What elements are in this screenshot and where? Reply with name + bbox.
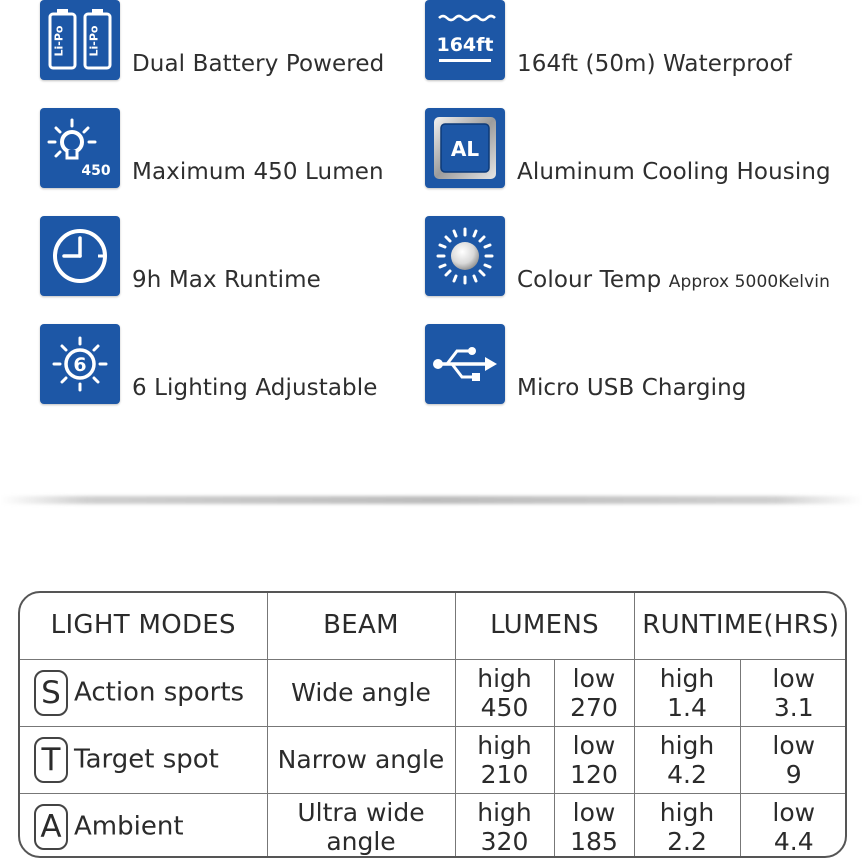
six-modes-icon [40,324,120,404]
beam-cell: Narrow angle [267,726,455,793]
mode-cell [20,726,267,793]
dual-battery-icon [40,0,120,80]
aluminum-icon [425,108,505,188]
svg-text:Li-Po: Li-Po [52,25,66,57]
section-divider [0,496,863,504]
runtime-high-cell: high 2.2 [634,793,740,858]
feature-max-lumen [40,108,384,188]
feature-label: Dual Battery Powered [132,51,385,77]
mode-name: Ambient [74,811,184,842]
runtime-low-cell: low 3.1 [740,659,847,726]
feature-label [517,267,830,293]
header-runtime: RUNTIME(HRS) [634,593,847,659]
feature-label: 6 Lighting Adjustable [132,375,378,401]
feature-label: Maximum 450 Lumen [132,159,384,185]
svg-text:450: 450 [81,163,111,179]
clock-icon [40,216,120,296]
light-modes-table [18,591,847,858]
feature-label: Micro USB Charging [517,375,747,401]
feature-label-small: Approx 5000Kelvin [668,272,830,292]
sun-icon [425,216,505,296]
lumens-low-cell: low 120 [554,726,634,793]
beam-cell: Ultra wide angle [267,793,455,858]
table-row [20,726,847,793]
runtime-low-cell: low 4.4 [740,793,847,858]
table-row [20,659,847,726]
feature-label: 9h Max Runtime [132,267,321,293]
lumens-low-cell: low 270 [554,659,634,726]
feature-colour-temp [425,216,830,296]
mode-letter-badge: T [34,737,68,783]
mode-letter-badge: S [34,670,68,716]
runtime-low-cell: low 9 [740,726,847,793]
svg-text:Li-Po: Li-Po [87,25,101,57]
svg-text:6: 6 [73,354,87,376]
beam-cell: Wide angle [267,659,455,726]
table-header-row [20,593,847,659]
header-lumens: LUMENS [455,593,634,659]
runtime-high-cell: high 4.2 [634,726,740,793]
runtime-high-cell: high 1.4 [634,659,740,726]
feature-aluminum-housing [425,108,831,188]
lumens-high-cell: high 320 [455,793,554,858]
mode-name: Target spot [74,744,219,774]
header-light-modes: LIGHT MODES [20,593,267,659]
feature-usb-charging [425,324,747,404]
mode-cell [20,793,267,858]
mode-name: Action sports [74,677,245,707]
feature-label-main: Colour Temp [517,267,662,293]
table-row [20,793,847,858]
feature-waterproof [425,0,792,80]
mode-cell [20,659,267,726]
lumens-high-cell: high 210 [455,726,554,793]
mode-letter-badge: A [34,804,68,850]
feature-label: 164ft (50m) Waterproof [517,51,792,77]
svg-text:164ft: 164ft [436,34,494,56]
waterproof-icon [425,0,505,80]
svg-text:AL: AL [450,137,480,161]
lumens-high-cell: high 450 [455,659,554,726]
lumens-low-cell: low 185 [554,793,634,858]
feature-runtime [40,216,321,296]
feature-label: Aluminum Cooling Housing [517,159,831,185]
feature-dual-battery [40,0,384,80]
header-beam: BEAM [267,593,455,659]
feature-lighting-adjustable [40,324,377,404]
lumen-bulb-icon [40,108,120,188]
usb-icon [425,324,505,404]
